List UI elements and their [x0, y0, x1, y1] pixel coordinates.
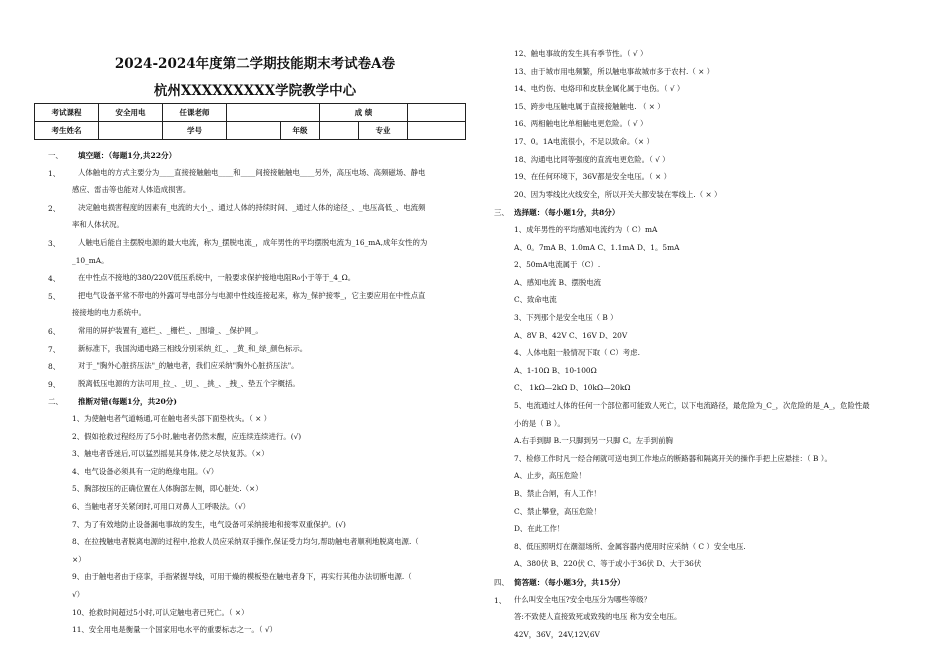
question-line: 5、电流通过人体的任何一个部位都可能致人死亡，以下电流路径，最危险为_C_，次危险的是_A_，危险性最: [514, 401, 870, 410]
item-number: 7、: [48, 344, 61, 354]
value-major[interactable]: [408, 122, 466, 140]
label-course: 考试课程: [35, 104, 99, 122]
value-course: 安全用电: [99, 104, 163, 122]
question-line: 16、两相触电比单相触电更危险。（ √ ）: [514, 119, 648, 129]
question-line: 3、触电者昏迷后,可以猛烈摇晃其身体,使之尽快复苏。（×）: [72, 449, 269, 459]
question-line: 20、因为零线比火线安全，所以开关大都安装在零线上.（ × ）: [514, 189, 722, 199]
question-line: A、止步，高压危险！: [514, 471, 586, 481]
question-line: 5、胸部按压的正确位置在人体胸部左侧，即心脏处.（×）: [72, 484, 263, 494]
item-number: 5、: [48, 291, 61, 301]
question-line: 6、当触电者牙关紧闭时,可用口对鼻人工呼吸法。（√）: [72, 502, 251, 511]
question-line: √）: [72, 590, 85, 599]
question-line: A.右手到脚 B.一只脚到另一只脚 C。左手到前胸: [514, 436, 673, 446]
question-line: B、禁止合闸，有人工作！: [514, 489, 601, 498]
exam-info-table: [34, 103, 466, 140]
question-line: 接接地的电力系统中。: [72, 308, 146, 318]
label-score: 成 绩: [320, 104, 408, 122]
question-line: A、感知电流 B、摆脱电流: [514, 277, 602, 287]
question-line: 13、由于城市用电频繁，所以触电事故城市多于农村.（ × ）: [514, 66, 715, 76]
question-line: 1、成年男性的平均感知电流约为（ C）mA: [514, 225, 658, 234]
label-grade: 年级: [281, 122, 320, 140]
question-line: A、8V B、42V C、16V D、20V: [514, 330, 628, 340]
item-number: 1、: [494, 595, 507, 605]
section-heading: 推断对错(每题1分，共20分): [78, 397, 177, 407]
exam-subtitle: 杭州XXXXXXXXX学院教学中心: [153, 83, 357, 99]
value-student-id[interactable]: [227, 122, 281, 140]
question-line: 8、在拉拽触电者脱离电源的过程中,抢救人员应采纳双手操作,保证受力均匀,帮助触电者顺利地脱离电源.（: [72, 537, 419, 547]
value-name[interactable]: [99, 122, 163, 140]
info-row-2: [35, 122, 466, 140]
question-line: C、致命电流: [514, 295, 557, 305]
question-line: C、禁止攀登，高压危险！: [514, 506, 601, 516]
item-number: 8、: [48, 362, 61, 372]
section-heading: 选择题：（每小题1分，共8分）: [514, 208, 620, 218]
value-score[interactable]: [408, 104, 466, 122]
question-line: 对于_"胸外心脏挤压法"_的触电者，我们应采纳"胸外心脏挤压法"。: [78, 361, 299, 371]
question-line: 常用的屏护装置有_遮栏_、_栅栏_、_围墙_、_保护网_。: [78, 326, 263, 335]
question-line: 17、0。1A电流很小，不足以致命。（× ）: [514, 137, 654, 146]
exam-title: 2024-2024年度第二学期技能期末考试卷A卷: [114, 56, 396, 72]
item-number: 三、: [494, 208, 509, 218]
question-line: 12、触电事故的发生具有季节性。（ √ ）: [514, 49, 648, 58]
item-number: 3、: [48, 239, 61, 248]
question-line: D、在此工作！: [514, 524, 565, 534]
question-line: A、380伏 B、220伏 C、等于或小于36伏 D、大于36伏: [514, 559, 702, 569]
item-number: 二、: [48, 397, 63, 407]
question-line: 15、跨步电压触电属于直接接触触电. （ × ）: [514, 101, 665, 111]
section-heading: 简答题：（每小题3分，共15分）: [514, 578, 625, 587]
question-line: 决定触电损害程度的因素有_电流的大小_、通过人体的持续时间、_通过人体的途径_、_电压高低_、电流频: [78, 202, 426, 212]
question-line: 感应、雷击等也能对人体造成损害。: [72, 185, 191, 195]
question-line: 2、50mA电流属于（C）.: [514, 260, 601, 270]
question-line: 7、为了有效地防止设备漏电事故的发生，电气设备可采纳接地和接零双重保护。(√): [72, 519, 346, 529]
question-line: 人触电后能自主摆脱电源的最大电流，称为_摆脱电流_，成年男性的平均摆脱电流为_16_mA,成年女性的为: [78, 238, 428, 247]
item-number: 6、: [48, 327, 61, 336]
question-line: 小的是（ B ）。: [514, 418, 565, 428]
question-line: A、0。7mA B、1.0mA C、1.1mA D、1。5mA: [514, 242, 680, 252]
question-line: 在中性点不接地的380/220V低压系统中，一般要求保护接地电阻R₀小于等于_4_Ω。: [78, 273, 356, 283]
question-line: 人体触电的方式主要分为____直接接触触电____和____间接接触触电____另外，高压电场、高频磁场、静电: [78, 167, 426, 177]
question-line: 19、在任何环境下，36V都是安全电压。（ × ）: [514, 172, 671, 182]
question-line: 3、下列那个是安全电压（ B ）: [514, 313, 618, 322]
question-line: 10、抢救时间超过5小时,可认定触电者已死亡。（ ×）: [72, 607, 249, 617]
question-line: 7、检修工作时凡一经合闸就可送电到工作地点的断路器和隔离开关的操作手把上应悬挂：（ B ）。: [514, 453, 832, 463]
question-line: 1、为使触电者气道畅通,可在触电者头部下面垫枕头。（ × ）: [72, 414, 272, 423]
question-line: 42V，36V，24V,12V,6V: [514, 629, 600, 639]
item-number: 四、: [494, 578, 509, 587]
item-number: 一、: [48, 151, 63, 160]
question-line: 脱离低压电源的方法可用_拉_、_切_、_挑_、_拽_、垫五个字概括。: [78, 378, 300, 388]
label-teacher: 任课老师: [163, 104, 227, 122]
item-number: 4、: [48, 274, 61, 284]
question-line: 率和人体状况。: [72, 220, 124, 230]
question-line: 4、电气设备必须具有一定的绝缘电阻。（√）: [72, 466, 219, 476]
question-line: 4、人体电阻一般情况下取（ C）考虑.: [514, 348, 640, 358]
question-line: 答:不致使人直接致死或致残的电压 称为安全电压。: [514, 612, 682, 622]
question-line: A、1-10Ω B、10-100Ω: [514, 365, 597, 375]
label-name: 考生姓名: [35, 122, 99, 140]
question-line: 9、由于触电者由于痉挛，手指紧握导线，可用干燥的模板垫在触电者身下，再实行其他办法切断电源.（: [72, 572, 412, 582]
question-line: 8、低压照明灯在潮湿场所、金属容器内使用时应采纳（ C ）安全电压.: [514, 541, 746, 551]
question-line: 新标准下，我国沟通电路三相线分别采纳_红_、_黄_和_绿_颜色标示。: [78, 343, 308, 353]
question-line: C、 1kΩ—2kΩ D、10kΩ—20kΩ: [514, 383, 631, 393]
item-number: 1、: [48, 168, 61, 178]
question-line: _10_mA。: [72, 255, 109, 265]
item-number: 9、: [48, 379, 61, 389]
question-line: ×）: [72, 554, 86, 564]
section-heading: 填空题：（每题1分,共22分）: [78, 151, 177, 160]
question-line: 2、假如抢救过程经历了5小时,触电者仍然未醒，应连续连续进行。(√): [72, 431, 302, 441]
value-grade[interactable]: [320, 122, 359, 140]
label-major: 专业: [359, 122, 408, 140]
question-line: 18、沟通电比同等强度的直流电更危险。（ √ ）: [514, 154, 670, 164]
label-student-id: 学号: [163, 122, 227, 140]
question-line: 把电气设备平常不带电的外露可导电部分与电源中性线连接起来，称为_保护接零_，它主要应用在中性点直: [78, 290, 426, 300]
question-line: 11、安全用电是衡量一个国家用电水平的重要标志之一。（ √）: [72, 625, 277, 635]
info-row-1: [35, 104, 466, 122]
value-teacher[interactable]: [227, 104, 320, 122]
item-number: 2、: [48, 203, 61, 213]
question-line: 什么叫安全电压?安全电压分为哪些等级？: [514, 594, 651, 604]
question-line: 14、电灼伤、电烙印和皮肤金属化属于电伤。（ √ ）: [514, 84, 685, 94]
